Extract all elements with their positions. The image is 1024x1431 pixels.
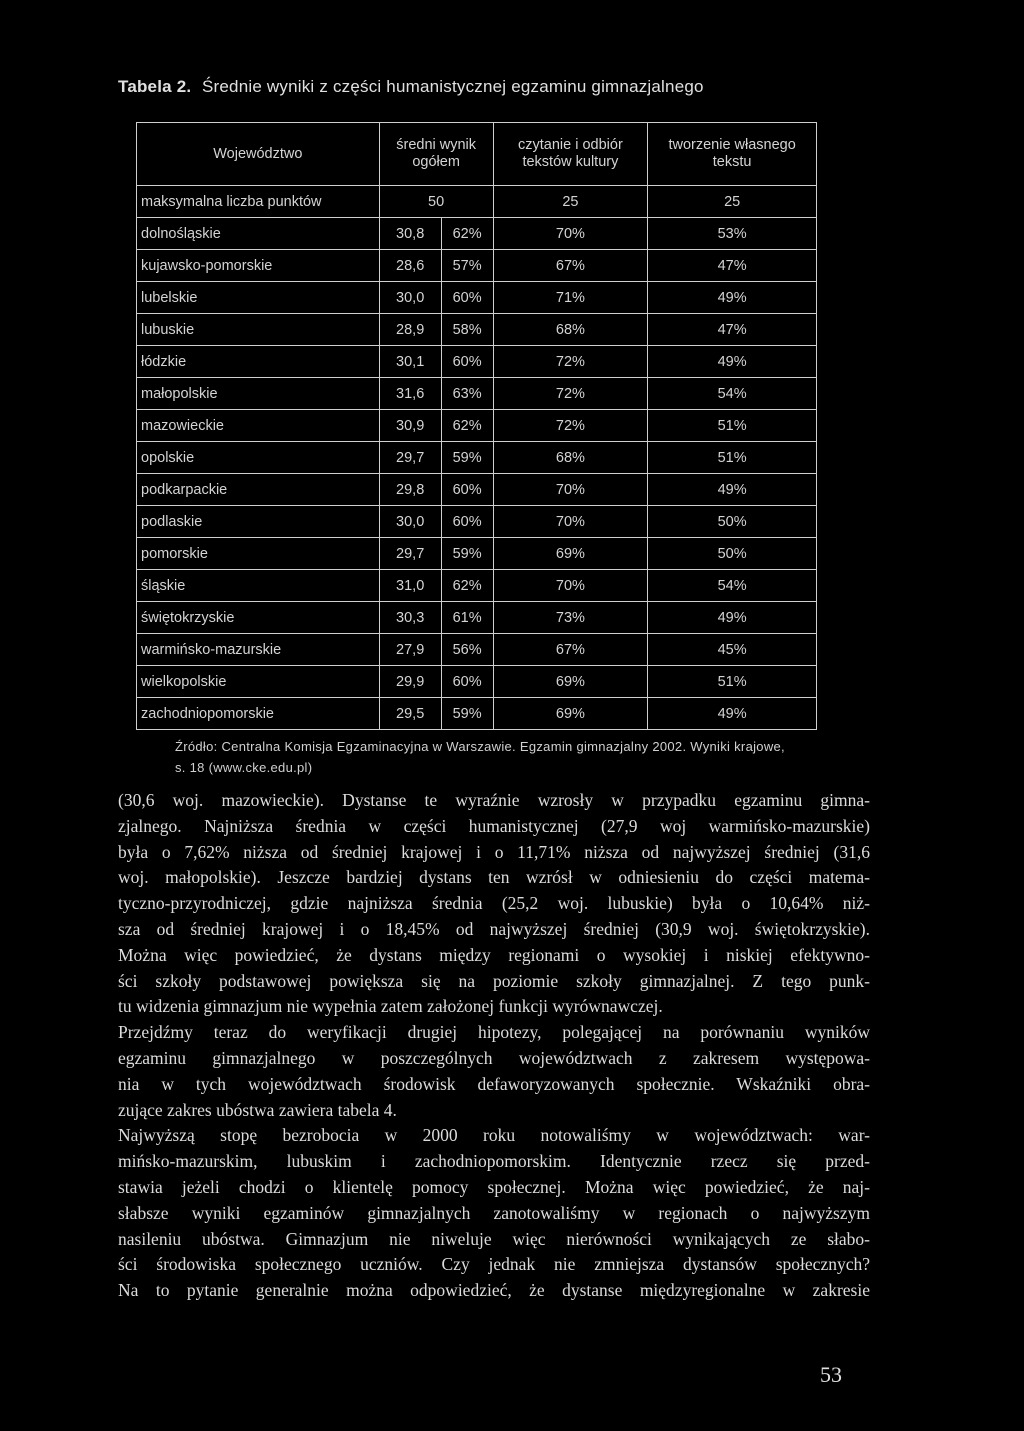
body-line: woj. małopolskie). Jeszcze bardziej dystans ten wzrósł w odniesieniu do części matema- <box>118 867 870 888</box>
row-writing: 53% <box>648 218 817 250</box>
row-writing: 49% <box>648 282 817 314</box>
source-line-2: s. 18 (www.cke.edu.pl) <box>175 760 313 775</box>
row-name: warmińsko-mazurskie <box>137 634 380 666</box>
row-writing: 47% <box>648 250 817 282</box>
body-line: egzaminu gimnazjalnego w poszczególnych województwach z zakresem występowa- <box>118 1047 870 1068</box>
table-row <box>137 378 817 410</box>
row-reading: 72% <box>493 378 648 410</box>
row-name: podlaskie <box>137 506 380 538</box>
header-voivodeship: Województwo <box>137 123 380 186</box>
body-line: nia w tych województwach środowisk defaworyzowanych społecznie. Wskaźniki obra- <box>118 1073 870 1094</box>
source-line-1: Źródło: Centralna Komisja Egzaminacyjna w Warszawie. Egzamin gimnazjalny 2002. Wyniki krajowe, <box>175 739 785 754</box>
row-reading: 69% <box>493 538 648 570</box>
row-score: 30,9 <box>379 410 441 442</box>
row-name: pomorskie <box>137 538 380 570</box>
table-row <box>137 314 817 346</box>
row-name: wielkopolskie <box>137 666 380 698</box>
row-name: małopolskie <box>137 378 380 410</box>
row-name: śląskie <box>137 570 380 602</box>
row-percent: 59% <box>441 698 493 730</box>
row-name: łódzkie <box>137 346 380 378</box>
table-row <box>137 250 817 282</box>
row-score: 30,0 <box>379 282 441 314</box>
source-note <box>175 736 875 778</box>
row-reading: 70% <box>493 570 648 602</box>
header-reading: czytanie i odbiór tekstów kultury <box>493 123 648 186</box>
row-percent: 59% <box>441 442 493 474</box>
row-name: opolskie <box>137 442 380 474</box>
row-reading: 70% <box>493 218 648 250</box>
table-row <box>137 346 817 378</box>
row-name: podkarpackie <box>137 474 380 506</box>
row-reading: 67% <box>493 634 648 666</box>
row-writing: 47% <box>648 314 817 346</box>
row-writing: 49% <box>648 346 817 378</box>
max-points-row <box>137 186 817 218</box>
row-percent: 60% <box>441 474 493 506</box>
body-line: zjalnego. Najniższa średnia w części humanistycznej (27,9 woj warmińsko-mazurskie) <box>118 815 870 836</box>
max-points-reading: 25 <box>493 186 648 218</box>
row-writing: 49% <box>648 698 817 730</box>
table-label: Tabela 2. <box>118 77 192 96</box>
row-reading: 68% <box>493 442 648 474</box>
body-line: ści szkoły podstawowej powiększa się na poziomie szkoły gimnazjalnej. Z tego punk- <box>118 970 870 991</box>
table-row <box>137 218 817 250</box>
body-line: tyczno-przyrodniczej, gdzie najniższa średnia (25,2 woj. lubuskie) była o 10,64% niż- <box>118 893 870 914</box>
row-reading: 72% <box>493 346 648 378</box>
max-points-label: maksymalna liczba punktów <box>137 186 380 218</box>
body-line: stawia jeżeli chodzi o klientelę pomocy społecznej. Można więc powiedzieć, że naj- <box>118 1176 870 1197</box>
body-line: Najwyższą stopę bezrobocia w 2000 roku notowaliśmy w województwach: war- <box>118 1125 870 1146</box>
row-reading: 67% <box>493 250 648 282</box>
table-row <box>137 474 817 506</box>
body-line: sza od średniej krajowej i o 18,45% od najwyższej średniej (30,9 woj. świętokrzyskie). <box>118 918 870 939</box>
row-writing: 54% <box>648 378 817 410</box>
row-reading: 70% <box>493 474 648 506</box>
header-average: średni wynik ogółem <box>379 123 493 186</box>
row-percent: 63% <box>441 378 493 410</box>
row-percent: 60% <box>441 346 493 378</box>
row-percent: 60% <box>441 506 493 538</box>
table-caption <box>118 76 704 97</box>
row-reading: 73% <box>493 602 648 634</box>
row-percent: 62% <box>441 570 493 602</box>
row-percent: 62% <box>441 410 493 442</box>
body-line: ści środowiska społecznego uczniów. Czy jednak nie zmniejsza dystansów społecznych? <box>118 1254 870 1275</box>
row-score: 28,9 <box>379 314 441 346</box>
row-score: 30,8 <box>379 218 441 250</box>
row-percent: 60% <box>441 666 493 698</box>
body-text <box>118 788 870 1304</box>
body-line: była o 7,62% niższa od średniej krajowej i o 11,71% niższa od najwyższej średniej (31,6 <box>118 841 870 862</box>
table-title: Średnie wyniki z części humanistycznej egzaminu gimnazjalnego <box>202 77 704 96</box>
table-row <box>137 442 817 474</box>
row-name: zachodniopomorskie <box>137 698 380 730</box>
row-name: kujawsko-pomorskie <box>137 250 380 282</box>
row-score: 30,3 <box>379 602 441 634</box>
table-header-row <box>137 123 817 186</box>
row-name: lubelskie <box>137 282 380 314</box>
table-row <box>137 410 817 442</box>
header-writing: tworzenie własnego tekstu <box>648 123 817 186</box>
table-row <box>137 634 817 666</box>
row-writing: 50% <box>648 538 817 570</box>
body-line: Przejdźmy teraz do weryfikacji drugiej hipotezy, polegającej na porównaniu wyników <box>118 1022 870 1043</box>
row-writing: 54% <box>648 570 817 602</box>
row-reading: 69% <box>493 666 648 698</box>
row-reading: 68% <box>493 314 648 346</box>
row-score: 31,6 <box>379 378 441 410</box>
row-reading: 70% <box>493 506 648 538</box>
row-writing: 49% <box>648 474 817 506</box>
table-row <box>137 506 817 538</box>
max-points-writing: 25 <box>648 186 817 218</box>
body-line: tu widzenia gimnazjum nie wypełnia zatem założonej funkcji wyrównawczej. <box>118 996 663 1017</box>
row-percent: 62% <box>441 218 493 250</box>
body-line: (30,6 woj. mazowieckie). Dystanse te wyraźnie wzrosły w przypadku egzaminu gimna- <box>118 790 870 810</box>
table-row <box>137 602 817 634</box>
page-number: 53 <box>820 1362 842 1387</box>
row-score: 29,5 <box>379 698 441 730</box>
table-row <box>137 282 817 314</box>
row-percent: 57% <box>441 250 493 282</box>
row-writing: 51% <box>648 442 817 474</box>
body-line: Na to pytanie generalnie można odpowiedzieć, że dystanse międzyregionalne w zakresie <box>118 1280 870 1301</box>
row-name: mazowieckie <box>137 410 380 442</box>
row-writing: 51% <box>648 410 817 442</box>
body-line: zujące zakres ubóstwa zawiera tabela 4. <box>118 1099 397 1120</box>
body-line: słabsze wyniki egzaminów gimnazjalnych zanotowaliśmy w regionach o najwyższym <box>118 1202 870 1223</box>
row-percent: 59% <box>441 538 493 570</box>
row-percent: 56% <box>441 634 493 666</box>
row-writing: 49% <box>648 602 817 634</box>
row-percent: 58% <box>441 314 493 346</box>
max-points-total: 50 <box>379 186 493 218</box>
results-table <box>136 122 817 730</box>
body-line: Można więc powiedzieć, że dystans między regionami o wysokiej i niskiej efektywno- <box>118 944 870 965</box>
row-percent: 60% <box>441 282 493 314</box>
table-row <box>137 538 817 570</box>
row-reading: 71% <box>493 282 648 314</box>
row-score: 31,0 <box>379 570 441 602</box>
table-row <box>137 698 817 730</box>
row-score: 28,6 <box>379 250 441 282</box>
row-writing: 51% <box>648 666 817 698</box>
table-row <box>137 570 817 602</box>
table-row <box>137 666 817 698</box>
row-name: świętokrzyskie <box>137 602 380 634</box>
body-line: nasileniu ubóstwa. Gimnazjum nie niweluje więc nierówności wynikających ze słabo- <box>118 1228 870 1249</box>
row-score: 29,8 <box>379 474 441 506</box>
row-score: 30,0 <box>379 506 441 538</box>
row-score: 29,7 <box>379 442 441 474</box>
body-line: mińsko-mazurskim, lubuskim i zachodniopomorskim. Identycznie rzecz się przed- <box>118 1151 870 1172</box>
row-reading: 72% <box>493 410 648 442</box>
row-score: 30,1 <box>379 346 441 378</box>
row-score: 27,9 <box>379 634 441 666</box>
row-percent: 61% <box>441 602 493 634</box>
row-reading: 69% <box>493 698 648 730</box>
row-writing: 50% <box>648 506 817 538</box>
row-name: lubuskie <box>137 314 380 346</box>
row-score: 29,9 <box>379 666 441 698</box>
row-name: dolnośląskie <box>137 218 380 250</box>
row-writing: 45% <box>648 634 817 666</box>
row-score: 29,7 <box>379 538 441 570</box>
